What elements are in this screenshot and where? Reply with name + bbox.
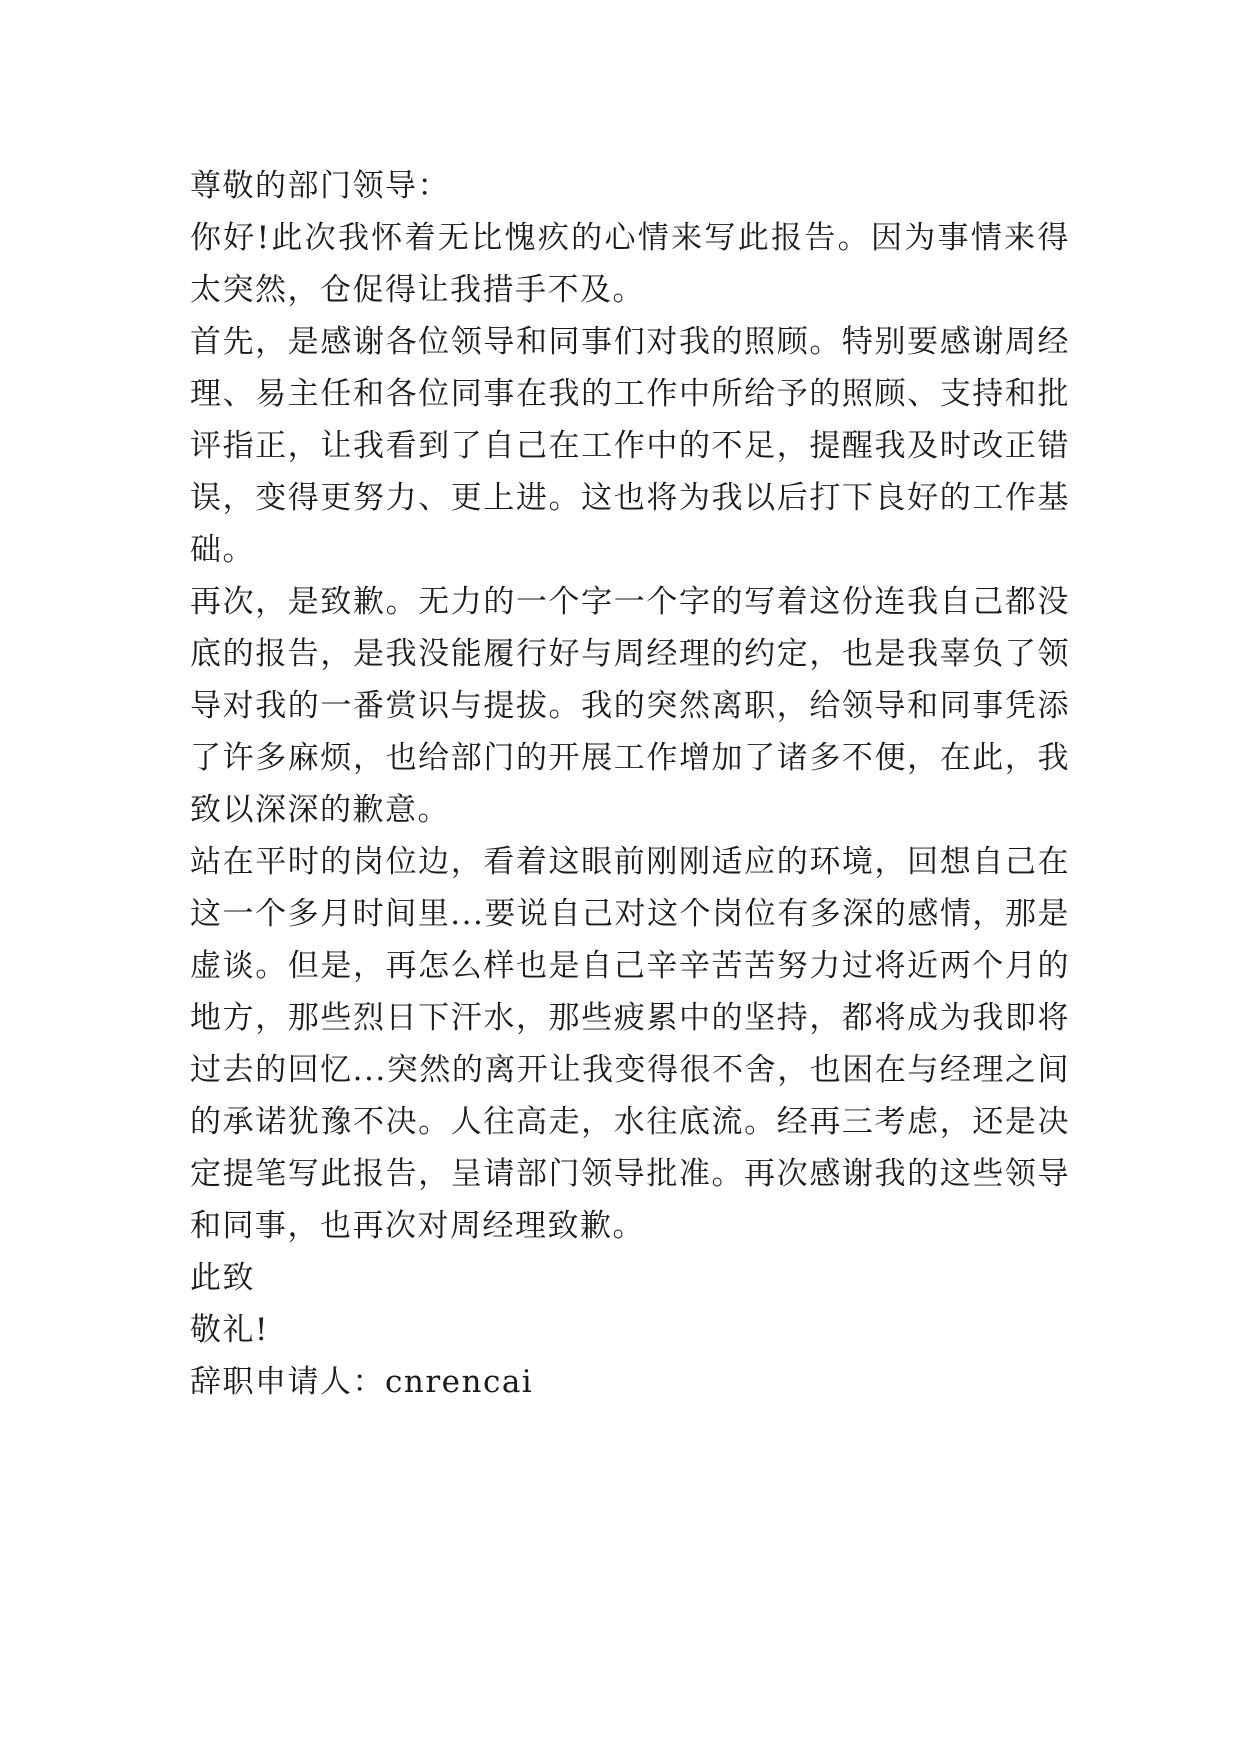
salutation: 尊敬的部门领导： bbox=[190, 168, 450, 204]
closing-salute: 敬礼! bbox=[190, 1312, 269, 1348]
letter-body bbox=[190, 160, 1070, 1408]
signature-line: 辞职申请人：cnrencai bbox=[190, 1364, 534, 1400]
closing-line: 此致 bbox=[190, 1260, 255, 1296]
paragraph-apology: 再次，是致歉。无力的一个字一个字的写着这份连我自己都没底的报告，是我没能履行好与周经理的约定，也是我辜负了领导对我的一番赏识与提拔。我的突然离职，给领导和同事凭添了许多麻烦，也给部门的开展工作增加了诸多不便，在此，我致以深深的歉意。 bbox=[190, 584, 1070, 828]
paragraph-greeting: 你好!此次我怀着无比愧疚的心情来写此报告。因为事情来得太突然，仓促得让我措手不及。 bbox=[190, 220, 1070, 308]
paragraph-reflection: 站在平时的岗位边，看着这眼前刚刚适应的环境，回想自己在这一个多月时间里...要说自己对这个岗位有多深的感情，那是虚谈。但是，再怎么样也是自己辛辛苦苦努力过将近两个月的地方，那些烈日下汗水，那些疲累中的坚持，都将成为我即将过去的回忆...突然的离开让我变得很不舍，也困在与经理之间的承诺犹豫不决。人往高走，水往底流。经再三考虑，还是决定提笔写此报告，呈请部门领导批准。再次感谢我的这些领导和同事，也再次对周经理致歉。 bbox=[190, 844, 1070, 1244]
paragraph-thanks: 首先，是感谢各位领导和同事们对我的照顾。特别要感谢周经理、易主任和各位同事在我的工作中所给予的照顾、支持和批评指正，让我看到了自己在工作中的不足，提醒我及时改正错误，变得更努力、更上进。这也将为我以后打下良好的工作基础。 bbox=[190, 324, 1070, 568]
